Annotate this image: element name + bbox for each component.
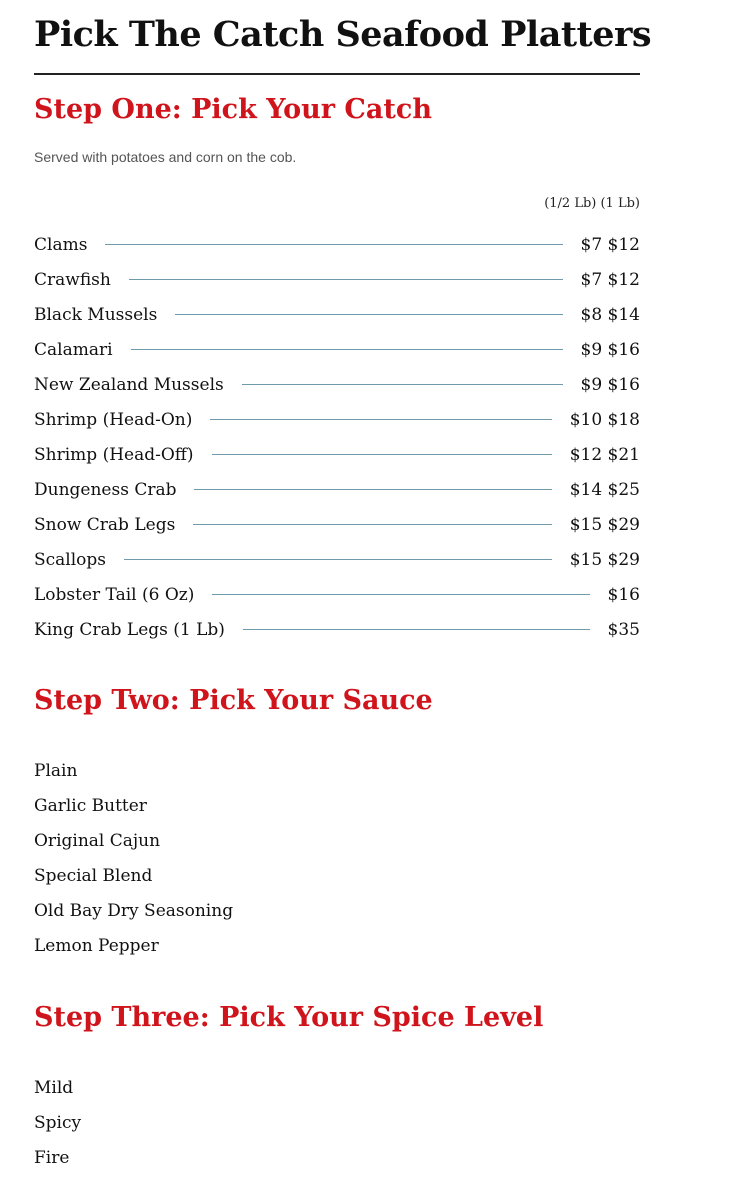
catch-item-name: Scallops bbox=[34, 549, 107, 570]
leader-line bbox=[105, 244, 562, 245]
catch-item bbox=[34, 262, 640, 297]
catch-item-name: Shrimp (Head-Off) bbox=[34, 444, 194, 465]
catch-item bbox=[34, 577, 640, 612]
leader-line bbox=[243, 629, 590, 630]
leader-line bbox=[212, 454, 552, 455]
catch-item-price: $15 $29 bbox=[569, 549, 640, 570]
leader-line bbox=[175, 314, 562, 315]
catch-item-name: Shrimp (Head-On) bbox=[34, 409, 193, 430]
step-three-heading: Step Three: Pick Your Spice Level bbox=[34, 1002, 544, 1033]
spice-option: Mild bbox=[34, 1078, 74, 1098]
catch-item bbox=[34, 367, 640, 402]
catch-item bbox=[34, 227, 640, 262]
step-two-section bbox=[34, 684, 640, 964]
sauce-option: Garlic Butter bbox=[34, 796, 147, 816]
catch-item-price: $35 bbox=[607, 619, 640, 640]
leader-line bbox=[212, 594, 589, 595]
catch-item-price: $7 $12 bbox=[580, 234, 640, 255]
catch-item bbox=[34, 332, 640, 367]
catch-item-name: New Zealand Mussels bbox=[34, 374, 224, 395]
catch-item bbox=[34, 297, 640, 332]
leader-line bbox=[193, 524, 551, 525]
catch-item-price: $8 $14 bbox=[580, 304, 640, 325]
catch-item-price: $7 $12 bbox=[580, 269, 640, 290]
catch-item bbox=[34, 542, 640, 577]
catch-item-name: Snow Crab Legs bbox=[34, 514, 176, 535]
catch-item bbox=[34, 402, 640, 437]
catch-item bbox=[34, 612, 640, 647]
sauce-option: Original Cajun bbox=[34, 831, 161, 851]
catch-item-price: $16 bbox=[607, 584, 640, 605]
menu-page bbox=[34, 0, 652, 1176]
page-title: Pick The Catch Seafood Platters bbox=[34, 14, 652, 55]
catch-item bbox=[34, 437, 640, 472]
leader-line bbox=[131, 349, 563, 350]
catch-item-price: $10 $18 bbox=[569, 409, 640, 430]
sauce-option: Plain bbox=[34, 761, 78, 781]
sauce-option: Old Bay Dry Seasoning bbox=[34, 901, 234, 921]
spice-level-list bbox=[34, 1071, 640, 1176]
catch-item-name: Crawfish bbox=[34, 269, 111, 290]
catch-item-name: Black Mussels bbox=[34, 304, 158, 325]
catch-item bbox=[34, 472, 640, 507]
size-header: (1/2 Lb) (1 Lb) bbox=[544, 196, 640, 211]
catch-item-price: $9 $16 bbox=[580, 374, 640, 395]
catch-item-name: Clams bbox=[34, 234, 88, 255]
step-one-heading: Step One: Pick Your Catch bbox=[34, 94, 432, 125]
spice-option: Fire bbox=[34, 1148, 70, 1168]
leader-line bbox=[129, 279, 563, 280]
catch-item-name: King Crab Legs (1 Lb) bbox=[34, 619, 225, 640]
sauce-option: Lemon Pepper bbox=[34, 936, 159, 956]
step-three-section bbox=[34, 1001, 640, 1176]
catch-item-price: $15 $29 bbox=[569, 514, 640, 535]
catch-item-price: $9 $16 bbox=[580, 339, 640, 360]
catch-item-name: Calamari bbox=[34, 339, 113, 360]
title-divider bbox=[34, 73, 640, 75]
catch-list bbox=[34, 227, 640, 647]
catch-item-price: $12 $21 bbox=[569, 444, 640, 465]
catch-item-name: Dungeness Crab bbox=[34, 479, 177, 500]
sauce-list bbox=[34, 754, 640, 964]
leader-line bbox=[242, 384, 563, 385]
leader-line bbox=[194, 489, 551, 490]
leader-line bbox=[210, 419, 551, 420]
step-two-heading: Step Two: Pick Your Sauce bbox=[34, 685, 433, 716]
catch-item bbox=[34, 507, 640, 542]
step-one-section bbox=[34, 93, 640, 647]
sauce-option: Special Blend bbox=[34, 866, 153, 886]
step-one-subtitle: Served with potatoes and corn on the cob. bbox=[34, 149, 297, 165]
leader-line bbox=[124, 559, 552, 560]
catch-item-price: $14 $25 bbox=[569, 479, 640, 500]
spice-option: Spicy bbox=[34, 1113, 82, 1133]
catch-item-name: Lobster Tail (6 Oz) bbox=[34, 584, 195, 605]
